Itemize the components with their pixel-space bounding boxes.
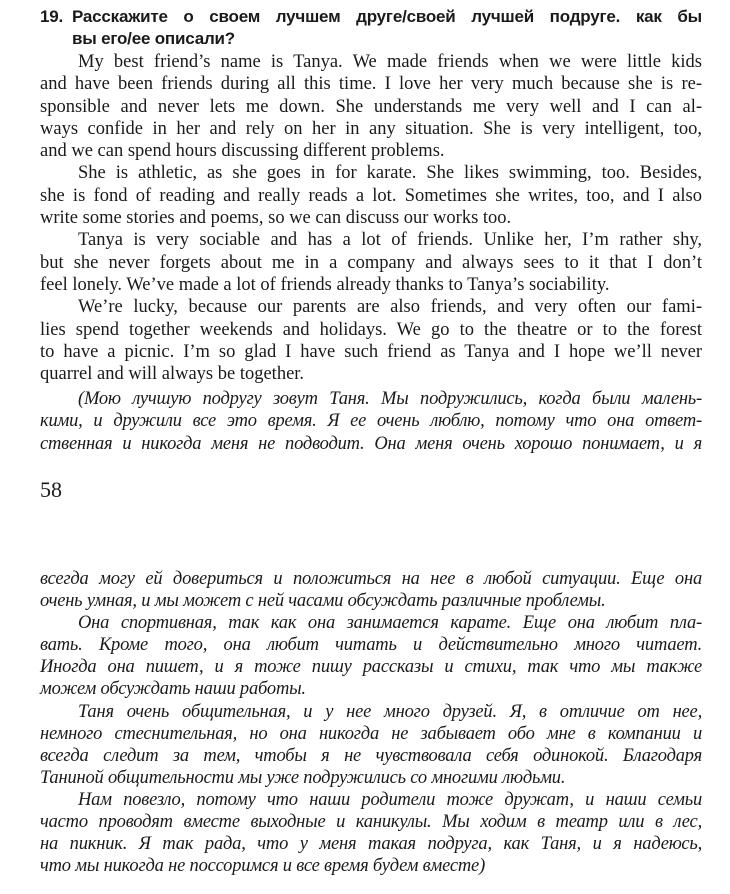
text-line: sponsible and never lets me down. She understands me very well and I can al- [40,96,702,117]
text-line: часто проводят вместе выходные и каникулы. Мы ходим в театр или в лес, [40,812,702,833]
text-line: Иногда она пишет, и я тоже пишу рассказы и стихи, так что мы также [40,657,702,678]
text-line: Таня очень общительная, и у нее много друзей. Я, в отличие от нее, [78,701,702,722]
question-line-2: вы его/ее описали? [72,29,235,49]
text-line: Таниной общительности мы уже подружились со многими людьми. [40,767,566,788]
question-number: 19. [40,7,64,26]
text-line: кими, и дружили все это время. Я ее очень люблю, потому что она ответ- [40,411,702,432]
text-line: ственная и никогда меня не подводит. Она меня очень хорошо понимает, и я [40,433,702,454]
question-line-1: 19. Расскажите о своем лучшем друге/своей лучшей подруге. как бы [40,6,702,28]
text-line: Нам повезло, потому что наши родители тоже дружат, и наши семьи [78,789,702,810]
text-line: quarrel and will always be together. [40,364,305,385]
text-line: можем обсуждать наши работы. [40,679,306,700]
english-answer [40,51,702,385]
text-line: (Мою лучшую подругу зовут Таня. Мы подружились, когда были малень- [78,389,702,409]
text-line: but she never forgets about me in a company and always sees to it that I don’t [40,252,702,273]
text-line: что мы никогда не поссоримся и все время будем вместе) [40,856,486,877]
text-line: ways confide in her and rely on her in any situation. She is very intelligent, too, [40,118,702,139]
text-line: My best friend’s name is Tanya. We made friends when we were little kids [78,52,702,72]
russian-translation-top [40,388,702,455]
text-line: she is fond of reading and really reads a lot. Sometimes she writes, too, and I also [40,185,702,206]
text-line: вать. Кроме того, она любит читать и действительно много читает. [40,635,702,656]
text-line: We’re lucky, because our parents are also friends, and very often our fami- [78,297,702,318]
text-line: write some stories and poems, so we can discuss our works too. [40,208,512,229]
text-line: Она спортивная, так как она занимается карате. Еще она любит пла- [78,613,702,634]
text-line: очень умная, и мы может с ней часами обсуждать различные проблемы. [40,591,606,612]
question-heading [40,6,702,51]
text-line: to have a picnic. I’m so glad I have such friend as Tanya and I hope we’ll never [40,341,702,362]
text-line: and have been friends during all this time. I love her very much because she is re- [40,74,702,95]
text-line: lies spend together weekends and holidays. We go to the theatre or to the forest [40,319,702,340]
text-line: на пикник. Я так рада, что у меня такая подруга, как Таня, и я надеюсь, [40,834,702,855]
text-line: всегда могу ей довериться и положиться на нее в любой ситуации. Еще она [40,569,702,589]
text-line: feel lonely. We’ve made a lot of friends already thanks to Tanya’s sociability. [40,274,610,295]
text-line: Tanya is very sociable and has a lot of friends. Unlike her, I’m rather shy, [78,230,702,251]
russian-translation-bottom [40,568,702,877]
text-line: всегда следит за тем, чтобы я не чувствовала себя одинокой. Благодаря [40,745,702,766]
text-line: немного стеснительная, но она никогда не забывает обо мне в компании и [40,723,702,744]
text-line: She is athletic, as she goes in for karate. She likes swimming, too. Besides, [78,163,702,184]
text-line: and we can spend hours discussing different problems. [40,141,445,162]
page-number: 58 [40,477,62,502]
